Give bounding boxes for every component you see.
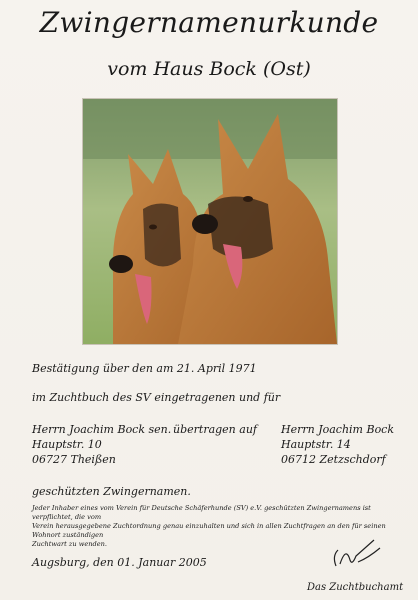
signature	[328, 536, 388, 574]
certificate-title: Zwingernamenurkunde	[39, 6, 379, 39]
fine-print-line-2: Verein herausgegebene Zuchtordnung genau einzuhalten und sich in allen Zuchtfragen an den für seinen Wohnort zuständigen	[32, 522, 386, 539]
previous-owner-name: Herrn Joachim Bock sen.	[32, 423, 172, 436]
transfer-label: übertragen auf	[173, 423, 257, 436]
new-owner-city: 06712 Zetzschdorf	[281, 453, 386, 466]
previous-owner-city: 06727 Theißen	[32, 453, 116, 466]
dogs-photo	[82, 98, 338, 345]
new-owner-street: Hauptstr. 14	[281, 438, 351, 451]
signature-scribble	[328, 536, 388, 574]
previous-owner-street: Hauptstr. 10	[32, 438, 102, 451]
confirmation-text: Bestätigung über den am 21. April 1971	[32, 362, 257, 375]
issuer-label: Das Zuchtbuchamt	[307, 582, 404, 593]
german-shepherds-image	[83, 99, 337, 344]
certificate-subtitle: vom Haus Bock (Ost)	[107, 58, 311, 80]
new-owner-name: Herrn Joachim Bock	[281, 423, 395, 436]
fine-print-line-3: Zuchtwart zu wenden.	[32, 540, 107, 548]
place-date: Augsburg, den 01. Januar 2005	[32, 556, 207, 569]
protected-name-text: geschützten Zwingernamen.	[32, 485, 191, 498]
fine-print-line-1: Jeder Inhaber eines vom Verein für Deutsche Schäferhunde (SV) e.V. geschützten Zwingernamens ist verpflichtet, die vom	[32, 504, 371, 521]
registry-text: im Zuchtbuch des SV eingetragenen und für	[32, 391, 281, 404]
